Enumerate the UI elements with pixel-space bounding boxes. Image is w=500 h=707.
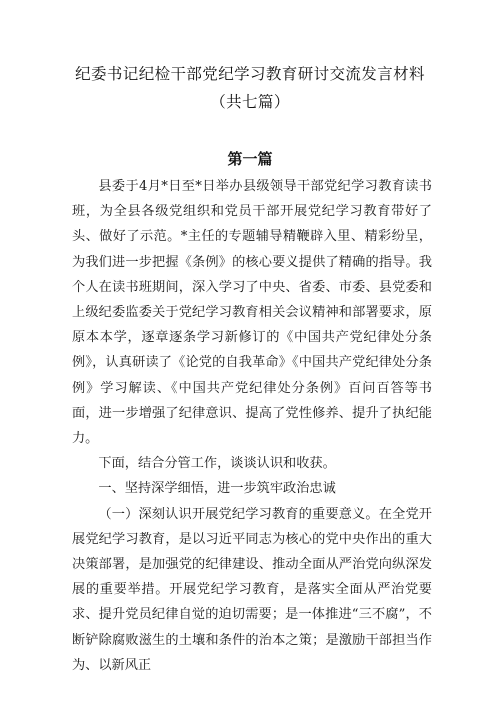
document-body: [72, 174, 432, 678]
paragraph-subsection-1: （一）深刻认识开展党纪学习教育的重要意义。在全党开展党纪学习教育，是以习近平同志为核心的党中央作出的重大决策部署，是加强党的纪律建设、推动全面从严治党向纵深发展的重要举措。开展党纪学习教育，是落实全面从严治党要求、提升党员纪律自觉的迫切需要；是一体推进“三不腐”，不断铲除腐败滋生的土壤和条件的治本之策；是激励干部担当作为、以新风正: [72, 506, 432, 673]
heading-level-1: 一、坚持深学细悟，进一步筑牢政治忠诚: [98, 481, 336, 497]
document-title: 纪委书记纪检干部党纪学习教育研讨交流发言材料: [75, 65, 425, 83]
section-title: 第一篇: [227, 150, 273, 168]
paragraph-intro: 县委于4月*日至*日举办县级领导干部党纪学习教育读书班，为全县各级党组织和党员干部开展党纪学习教育带好了头、做好了示范。*主任的专题辅导精鞭辟入里、精彩纷呈，为我们进一步把握《条例》的核心要义提供了精确的指导。我个人在读书班期间，深入学习了中央、省委、市委、县党委和上级纪委监委关于党纪学习教育相关会议精神和部署要求，原原本本学，逐章逐条学习新修订的《中国共产党纪律处分条例》，认真研读了《论党的自我革命》《中国共产党纪律处分条例》学习解读、《中国共产党纪律处分条例》百问百答等书面，进一步增强了纪律意识、提高了党性修养、提升了执纪能力。: [72, 179, 432, 447]
paragraph-transition: 下面，结合分管工作，谈谈认识和收获。: [98, 456, 336, 472]
document-subtitle: （共七篇）: [210, 93, 290, 111]
